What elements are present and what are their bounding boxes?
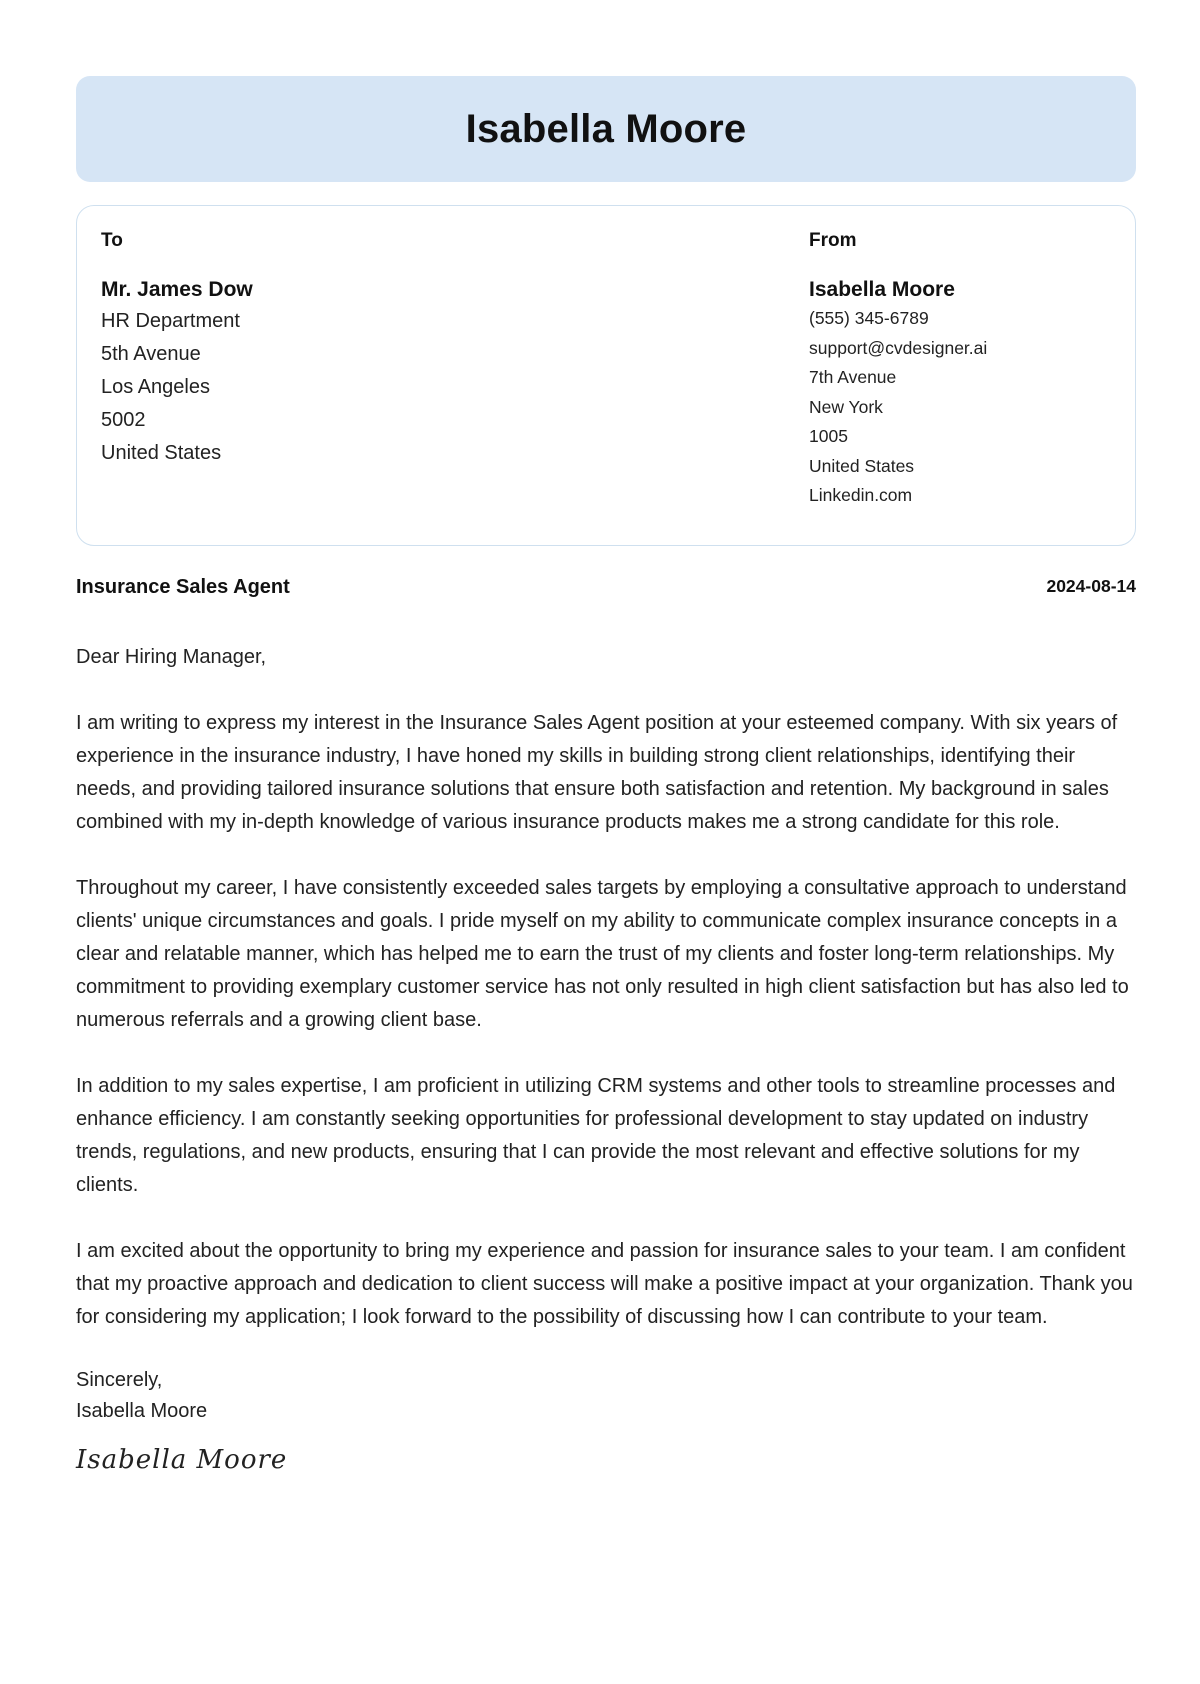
sender-line: New York: [809, 396, 883, 417]
sender-block: [809, 230, 987, 511]
paragraph: Throughout my career, I have consistently exceeded sales targets by employing a consultative approach to understand clients' unique circumstances and goals. I pride myself on my ability to communicate complex insurance concepts in a clear and relatable manner, which has helped me to earn the trust of my clients and foster long-term relationships. My commitment to providing exemplary customer service has not only resulted in high client satisfaction but has also led to numerous referrals and a growing client base.: [76, 877, 1129, 1031]
sender-linkedin: Linkedin.com: [809, 485, 913, 505]
signature: Isabella Moore: [76, 1445, 288, 1475]
closing-salutation: Sincerely,: [76, 1369, 163, 1391]
job-title: Insurance Sales Agent: [76, 576, 290, 598]
letter-date: 2024-08-14: [1046, 576, 1136, 596]
address-box: [76, 205, 1136, 546]
meta-row: [76, 576, 1136, 604]
recipient-block: [101, 230, 253, 470]
recipient-line: HR Department: [101, 310, 240, 332]
paragraph: I am writing to express my interest in the Insurance Sales Agent position at your esteemed company. With six years of experience in the insurance industry, I have honed my skills in building strong client relationships, identifying their needs, and providing tailored insurance solutions that ensure both satisfaction and retention. My background in sales combined with my in-depth knowledge of various insurance products makes me a strong candidate for this role.: [76, 712, 1118, 833]
recipient-label: To: [101, 230, 123, 251]
paragraph: I am excited about the opportunity to bring my experience and passion for insurance sales to your team. I am confident that my proactive approach and dedication to client success will make a positive impact at your organization. Thank you for considering my application; I look forward to the possibility of discussing how I can contribute to your team.: [76, 1240, 1133, 1328]
letter-body: [76, 641, 1136, 1334]
sender-line: United States: [809, 455, 915, 476]
sender-name: Isabella Moore: [809, 278, 955, 301]
closing-block: [76, 1365, 1136, 1427]
applicant-name: Isabella Moore: [465, 106, 747, 151]
sender-phone: (555) 345-6789: [809, 308, 929, 328]
sender-line: 7th Avenue: [809, 367, 897, 387]
recipient-line: 5th Avenue: [101, 343, 201, 365]
sender-line: 1005: [809, 426, 848, 446]
recipient-name: Mr. James Dow: [101, 278, 253, 301]
recipient-line: 5002: [101, 409, 146, 431]
recipient-line: Los Angeles: [101, 376, 210, 398]
sender-label: From: [809, 230, 857, 251]
sender-email: support@cvdesigner.ai: [809, 337, 988, 358]
recipient-line: United States: [101, 442, 222, 464]
paragraph: In addition to my sales expertise, I am proficient in utilizing CRM systems and other tools to streamline processes and enhance efficiency. I am constantly seeking opportunities for professional development to stay updated on industry trends, regulations, and new products, ensuring that I can provide the most relevant and effective solutions for my clients.: [76, 1075, 1116, 1196]
closing-name: Isabella Moore: [76, 1400, 208, 1422]
greeting: Dear Hiring Manager,: [76, 646, 267, 668]
cover-letter: [76, 76, 1136, 1475]
header-banner: [76, 76, 1136, 182]
